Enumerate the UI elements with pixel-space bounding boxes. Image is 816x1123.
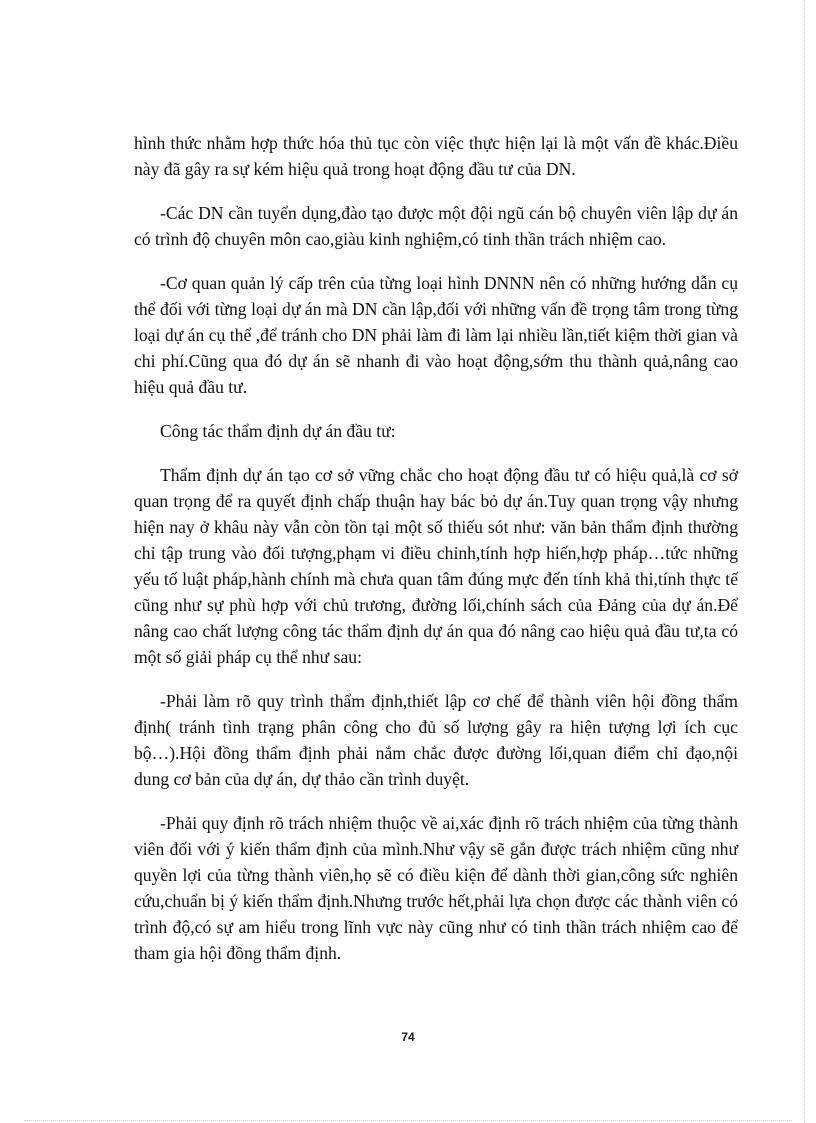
page-body	[134, 130, 738, 984]
paragraph-process: -Phải làm rõ quy trình thẩm định,thiết lập cơ chế để thành viên hội đồng thẩm định( tránh tình trạng phân công cho đủ số lượng gây ra hiện tượng lợi ích cục bộ…).Hội đồng thẩm định phải nắm chắc được đường lối,quan điểm chỉ đạo,nội dung cơ bản của dự án, dự thảo cần trình duyệt.	[134, 691, 738, 789]
paragraph-appraisal: Thẩm định dự án tạo cơ sở vững chắc cho hoạt động đầu tư có hiệu quả,là cơ sở quan trọng để ra quyết định chấp thuận hay bác bỏ dự án.Tuy quan trọng vậy nhưng hiện nay ở khâu này vẫn còn tồn tại một số thiếu sót như: văn bản thẩm định thường chỉ tập trung vào đối tượng,phạm vi điều chỉnh,tính hợp hiến,hợp pháp…tức những yếu tố luật pháp,hành chính mà chưa quan tâm đúng mực đến tính khả thi,tính thực tế cũng như sự phù hợp với chủ trương, đường lối,chính sách của Đảng của dự án.Để nâng cao chất lượng công tác thẩm định dự án qua đó nâng cao hiệu quả đầu tư,ta có một số giải pháp cụ thể như sau:	[134, 465, 738, 667]
paragraph-continuation: hình thức nhằm hợp thức hóa thủ tục còn việc thực hiện lại là một vấn đề khác.Điều này đã gây ra sự kém hiệu quả trong hoạt động đầu tư của DN.	[134, 133, 738, 179]
paragraph-recruitment: -Các DN cần tuyển dụng,đào tạo được một đội ngũ cán bộ chuyên viên lập dự án có trình độ chuyên môn cao,giàu kinh nghiệm,có tinh thần trách nhiệm cao.	[134, 203, 738, 249]
paragraph-guidance: -Cơ quan quản lý cấp trên của từng loại hình DNNN nên có những hướng dẫn cụ thể đối với từng loại dự án mà DN cần lập,đối với những vấn đề trọng tâm trong từng loại dự án cụ thể ,để tránh cho DN phải làm đi làm lại nhiều lần,tiết kiệm thời gian và chi phí.Cũng qua đó dự án sẽ nhanh đi vào hoạt động,sớm thu thành quả,nâng cao hiệu quả đầu tư.	[134, 273, 738, 397]
section-heading-appraisal: Công tác thẩm định dự án đầu tư:	[160, 421, 396, 441]
page-number: 74	[401, 1030, 415, 1044]
page-right-border	[804, 0, 805, 1123]
paragraph-responsibility: -Phải quy định rõ trách nhiệm thuộc về ai,xác định rõ trách nhiệm của từng thành viên đối với ý kiến thẩm định của mình.Như vậy sẽ gắn được trách nhiệm cũng như quyền lợi của từng thành viên,họ sẽ có điều kiện để dành thời gian,công sức nghiên cứu,chuẩn bị ý kiến thẩm định.Nhưng trước hết,phải lựa chọn được các thành viên có trình độ,có sự am hiểu trong lĩnh vực này cũng như có tinh thần trách nhiệm cao để tham gia hội đồng thẩm định.	[134, 813, 738, 963]
page-bottom-border	[24, 1120, 792, 1121]
